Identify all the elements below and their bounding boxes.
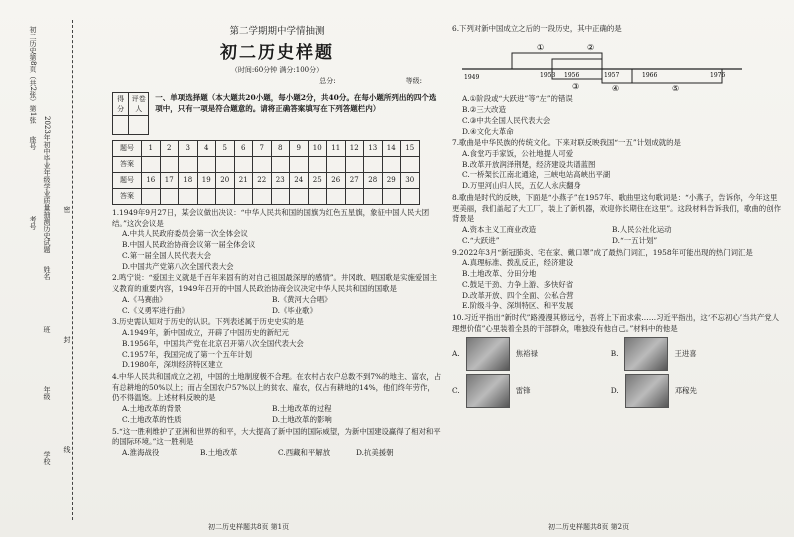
option-a: A.①阶段或“大跃进”等“左”的错误 [462, 94, 573, 104]
question-3 [112, 317, 442, 371]
answer-cell[interactable] [401, 188, 420, 204]
score-cell[interactable] [113, 115, 129, 134]
qnum-label: 题号 [113, 172, 142, 188]
option-d: D.土地改革的影响 [272, 414, 332, 424]
page-right [452, 20, 782, 408]
question-number-cell: 19 [197, 172, 216, 188]
answer-cell[interactable] [234, 188, 253, 204]
option-c: C.《义勇军进行曲》 [122, 305, 189, 315]
timeline-mark-1: ① [537, 42, 545, 52]
question-number-cell: 24 [290, 172, 309, 188]
seal-mark-1: 密 [63, 206, 71, 213]
question-stem: 3.历史需认知对于历史的认识。下列表述属于历史史实的是 [112, 317, 304, 327]
question-stem: 1.1949年9月27日，某会议做出决议：“中华人民共和国的国旗为红色五星旗，象征中国人民大团结。”这次会议是 [112, 207, 430, 228]
option-c: C.1957年，我国完成了第一个五年计划 [122, 349, 253, 359]
question-number-cell: 17 [160, 172, 179, 188]
grader-cell-label: 评卷人 [129, 92, 149, 115]
question-number-cell: 29 [382, 172, 401, 188]
question-10: 10.习近平指出“新时代”路漫漫其修远兮，吾将上下而求索……习近平指出，这‘不忘初心’当共产党人理想价值”心里装着全县的干部群众，唯独没有他自己。”材料中的他是 A. 焦裕禄 B. 王进喜 C. 雷锋 D. 邓稼先 [452, 313, 782, 408]
question-5 [112, 427, 442, 459]
exam-time: （时间:60分钟 满分:100分） [230, 66, 324, 75]
option-e: E.阶级斗争、深圳特区、和平发展 [462, 301, 574, 311]
option-b: B.1956年，中国共产党在北京召开第八次全国代表大会 [122, 338, 304, 348]
answer-cell[interactable] [160, 188, 179, 204]
answer-cell[interactable] [234, 156, 253, 172]
sheet-info: 初二历史第8页（共2张）第1张 [29, 26, 37, 124]
class-label: 班 [43, 326, 51, 333]
question-number-cell: 16 [142, 172, 161, 188]
answer-cell[interactable] [382, 156, 401, 172]
option-a: A.食堂巧手家饭，公社地提人可爱 [462, 149, 574, 158]
question-number-cell: 9 [290, 140, 309, 156]
portrait-photo-b [624, 337, 668, 371]
option-d: D.万里河山归人民，五亿人永庆翻身 [462, 181, 581, 191]
question-8 [452, 193, 782, 247]
name-label: 姓名 [43, 266, 51, 280]
timeline-mark-2: ② [587, 42, 595, 52]
answer-label: 答案 [113, 188, 142, 204]
timeline-mark-3: ③ [572, 81, 580, 91]
question-stem: 5.“这一胜利维护了亚洲和世界的和平，大大提高了新中国的国际威望，为新中国建设赢得了相对和平的国际环境。”这一胜利是 [112, 426, 441, 447]
timeline-year: 1966 [642, 71, 658, 79]
timeline-bracket-2 [552, 59, 602, 69]
question-number-cell: 11 [327, 140, 346, 156]
answer-label: 答案 [113, 156, 142, 172]
question-number-cell: 26 [327, 172, 346, 188]
score-section [112, 92, 442, 135]
portrait-photo-a [466, 337, 510, 371]
option-a: A.真理标准、拨乱反正，经济建设 [462, 258, 574, 268]
question-number-cell: 18 [179, 172, 198, 188]
answer-cell[interactable] [253, 188, 272, 204]
question-1 [112, 208, 442, 272]
answer-cell[interactable] [142, 188, 161, 204]
answer-cell[interactable] [327, 156, 346, 172]
exam-title: 初二历史样题 [220, 42, 334, 63]
score-table [112, 92, 149, 135]
question-number-cell: 30 [401, 172, 420, 188]
timeline-bracket-1 [512, 53, 602, 69]
option-d: D.“一五计划” [612, 235, 658, 245]
option-a-name: 焦裕禄 [515, 349, 538, 359]
instruction: 一、单项选择题（本大题共20小题，每小题2分，共40分。在每小题所列出的四个选项中，只有一项是符合题意的。请将正确答案填写在下列答题栏内） [155, 92, 437, 113]
question-number-cell: 4 [197, 140, 216, 156]
option-a: A.中共人民政府委员会第一次全体会议 [122, 229, 248, 239]
option-d: D.④文化大革命 [462, 126, 514, 136]
timeline-mark-5: ⑤ [672, 83, 680, 91]
question-4 [112, 372, 442, 426]
answer-cell[interactable] [179, 156, 198, 172]
question-stem: 7.歌曲是中华民族的传统文化。下来对联反映我国“一五”计划成就的是 [452, 138, 681, 148]
option-a: A.资本主义工商业改造 [462, 225, 537, 235]
binding-edge [28, 6, 90, 531]
question-9 [452, 248, 782, 312]
question-7 [452, 138, 782, 192]
question-number-cell: 3 [179, 140, 198, 156]
option-c: C.“大跃进” [462, 235, 500, 245]
score-header [112, 76, 442, 86]
exam-no-label: 考号 [29, 216, 37, 230]
answer-cell[interactable] [142, 156, 161, 172]
option-b: B.土地改革的过程 [272, 404, 332, 414]
option-b-name: 王进喜 [674, 349, 697, 359]
seat-label: 座号 [29, 136, 37, 150]
question-number-cell: 21 [234, 172, 253, 188]
answer-cell[interactable] [308, 188, 327, 204]
question-number-cell: 6 [234, 140, 253, 156]
answer-cell[interactable] [401, 156, 420, 172]
question-number-cell: 8 [271, 140, 290, 156]
school-label: 学校 [43, 451, 51, 465]
answer-cell[interactable] [345, 188, 364, 204]
answer-cell[interactable] [382, 188, 401, 204]
page-left [112, 20, 442, 459]
question-stem: 2.鸣宁说：“爱国主义就是千百年来固有的对自己祖国最深厚的感情”。井冈敢、唱国歌是实施爱国主义教育的重要内容，1949年召开的中国人民政治协商会议决定中华人民共和国的国歌是 [112, 273, 438, 294]
question-6 [452, 24, 782, 137]
portrait-photo-c [466, 374, 510, 408]
question-number-cell: 1 [142, 140, 161, 156]
grader-cell[interactable] [129, 115, 149, 134]
question-number-cell: 10 [308, 140, 327, 156]
grade-label: 年级 [43, 386, 51, 400]
answer-cell[interactable] [327, 188, 346, 204]
qnum-label: 题号 [113, 140, 142, 156]
option-d-name: 邓稼先 [674, 386, 697, 396]
answer-grid [112, 140, 420, 205]
seal-mark-2: 封 [63, 336, 71, 343]
option-b: B.土地改革 [200, 448, 238, 458]
option-c: C.一桥架长江南北通途，三峡电站高峡出平湖 [462, 170, 611, 180]
page-footer-right: 初二历史样题共8页 第2页 [548, 523, 630, 531]
timeline-mark-4: ④ [612, 83, 620, 91]
question-stem: 9.2022年3月“新冠肺炎、宅在家、戴口罩”成了最热门词汇，1958年可能出现的热门词汇是 [452, 247, 753, 257]
option-b: B.土地改革、分田分地 [462, 269, 537, 279]
option-b: B.改革开放润泽荆楚，经济建设共谱蓝图 [462, 159, 596, 169]
timeline-year: 1976 [710, 71, 726, 79]
answer-cell[interactable] [197, 156, 216, 172]
option-b: B.②三大改造 [462, 105, 506, 115]
answer-cell[interactable] [271, 188, 290, 204]
option-c: C.鼓足干劲、力争上游、多快好省 [462, 279, 574, 289]
option-c: C.土地改革的性质 [122, 414, 182, 424]
answer-cell[interactable] [308, 156, 327, 172]
portrait-photo-d [625, 374, 669, 408]
option-d: D.《毕业歌》 [272, 305, 317, 315]
seal-mark-3: 线 [63, 446, 71, 453]
question-number-cell: 25 [308, 172, 327, 188]
question-number-cell: 5 [216, 140, 235, 156]
option-d: D.抗美援朝 [356, 448, 394, 458]
answer-cell[interactable] [290, 156, 309, 172]
exam-title-vertical: 2023年初中毕业年级学业质量抽测历史试题 [43, 116, 51, 253]
level-label: 等级: [405, 76, 422, 85]
option-b: B.《黄河大合唱》 [272, 294, 332, 304]
option-b: B.人民公社化运动 [612, 225, 672, 235]
option-b: B.中国人民政治协商会议第一届全体会议 [122, 240, 256, 250]
option-c: C.③中共全国人民代表大会 [462, 115, 551, 125]
question-stem: 6.下列对新中国成立之后的一段历史，其中正确的是 [452, 24, 622, 33]
score-cell-label: 得分 [113, 92, 129, 115]
option-c: C.西藏和平解放 [278, 448, 331, 458]
timeline-year: 1949 [464, 73, 480, 81]
timeline [452, 39, 752, 91]
total-label: 总分: [319, 76, 336, 85]
question-number-cell: 14 [382, 140, 401, 156]
timeline-year: 1953 [540, 71, 556, 79]
option-a: A.淮海战役 [122, 448, 160, 458]
timeline-year: 1957 [604, 71, 620, 79]
question-stem: 4.中华人民共和国成立之初，中国的土地制度极不合理。在农村占农户总数不到7%的地主、富农，占有总耕地的50%以上；而占全国农户57%以上的贫农、雇农，仅占有耕地的14%，他们终年劳作，仍不得温饱。上述材料反映的是 [112, 371, 442, 403]
answer-cell[interactable] [345, 156, 364, 172]
question-number-cell: 2 [160, 140, 179, 156]
option-d: D.改革开放、四个全面、公私合营 [462, 290, 574, 300]
exam-subtitle: 第二学期期中学情抽测 [229, 26, 325, 37]
question-number-cell: 28 [364, 172, 383, 188]
answer-cell[interactable] [271, 156, 290, 172]
option-a: A.《马赛曲》 [122, 294, 167, 304]
option-d: D.中国共产党第八次全国代表大会 [122, 261, 234, 271]
question-number-cell: 12 [345, 140, 364, 156]
binding-dashed-line [72, 20, 73, 520]
answer-cell[interactable] [197, 188, 216, 204]
question-number-cell: 15 [401, 140, 420, 156]
answer-cell[interactable] [364, 188, 383, 204]
question-stem: 8.歌曲是时代的反映，下面是“小燕子”在1957年、歌曲里这句歌词是：“小燕子，告诉你，今年这里更美丽，我们盖起了大工厂，装上了新机器，欢迎你长期住在这里”。这段材料告诉我们，歌曲的创作背景是 [452, 192, 781, 224]
answer-cell[interactable] [290, 188, 309, 204]
answer-cell[interactable] [364, 156, 383, 172]
question-number-cell: 22 [253, 172, 272, 188]
answer-cell[interactable] [253, 156, 272, 172]
answer-cell[interactable] [216, 188, 235, 204]
question-stem: 10.习近平指出“新时代”路漫漫其修远兮，吾将上下而求索……习近平指出，这‘不忘初心’当共产党人理想价值”心里装着全县的干部群众，唯独没有他自己。”材料中的他是 [452, 313, 780, 333]
question-number-cell: 13 [364, 140, 383, 156]
option-d: D.1980年，深圳经济特区建立 [122, 360, 223, 370]
answer-cell[interactable] [179, 188, 198, 204]
option-a: A.土地改革的背景 [122, 404, 182, 414]
timeline-year: 1956 [564, 71, 580, 79]
question-number-cell: 7 [253, 140, 272, 156]
option-a: A.1949年，新中国成立，开辟了中国历史的新纪元 [122, 328, 289, 338]
page-footer-left: 初二历史样题共8页 第1页 [208, 523, 290, 531]
question-number-cell: 20 [216, 172, 235, 188]
option-c: C.第一届全国人民代表大会 [122, 250, 212, 260]
answer-cell[interactable] [216, 156, 235, 172]
option-c-name: 雷锋 [515, 386, 531, 396]
question-number-cell: 27 [345, 172, 364, 188]
answer-cell[interactable] [160, 156, 179, 172]
question-2 [112, 273, 442, 316]
question-number-cell: 23 [271, 172, 290, 188]
